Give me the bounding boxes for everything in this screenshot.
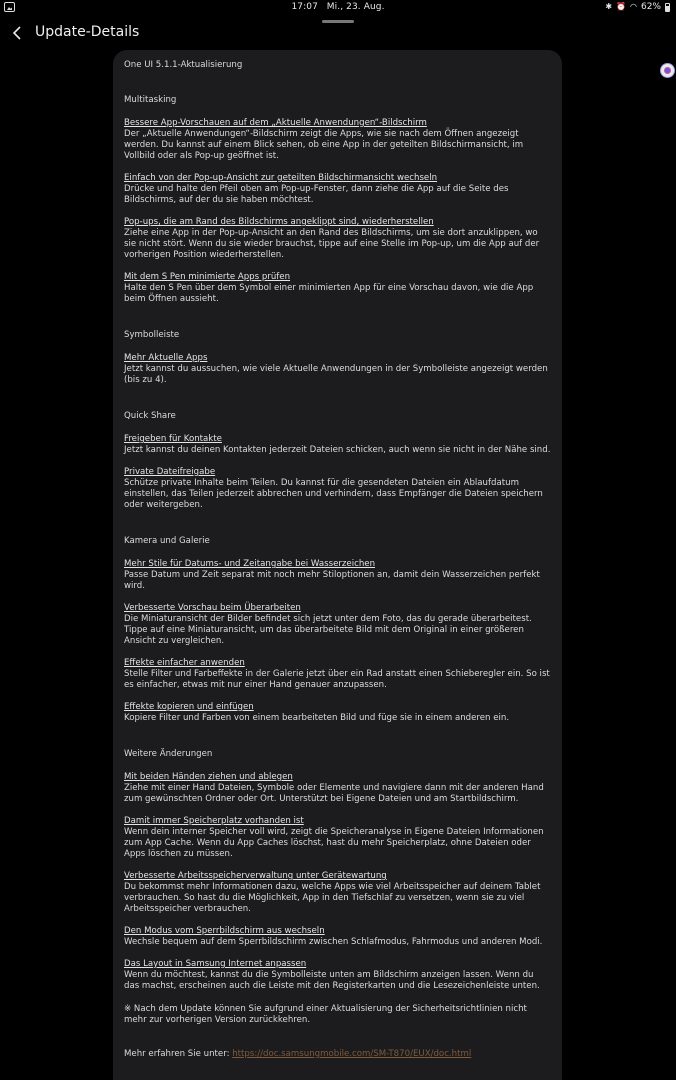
update-item	[124, 173, 551, 206]
section-spacer	[124, 724, 551, 749]
status-icons	[605, 2, 670, 12]
section-spacer	[124, 71, 551, 95]
section-heading: Quick Share	[124, 411, 176, 421]
battery-icon	[665, 3, 670, 12]
heading-spacer	[124, 341, 551, 353]
heading-spacer	[124, 547, 551, 559]
update-item-description: Schütze private Inhalte beim Teilen. Du kannst für die gesendeten Dateien ein Ablaufdatum einstellen, das Teilen jederzeit abbrechen und verhindern, dass Empfänger die Dateien speichern oder weitergeben.	[124, 478, 543, 510]
update-item-title: Freigeben für Kontakte	[124, 434, 222, 444]
update-item-title: Verbesserte Arbeitsspeicherverwaltung unter Gerätewartung	[124, 871, 387, 881]
update-item-description: Passe Datum und Zeit separat mit noch mehr Stiloptionen an, damit dein Wasserzeichen perfekt wird.	[124, 570, 540, 591]
app-bar	[0, 22, 676, 46]
update-item-description: Wenn du möchtest, kannst du die Symbolleiste unten am Bildschirm anzeigen lassen. Wenn du das machst, erscheinen auch die Leiste mit den Registerkarten und die Lesezeichenleiste unten.	[124, 970, 540, 991]
update-item-description: Stelle Filter und Farbeffekte in der Galerie jetzt über ein Rad anstatt einen Schieberegler ein. So ist es einfacher, etwas mit nur einer Hand genauer anzupassen.	[124, 669, 550, 690]
update-item	[124, 702, 551, 724]
update-item	[124, 467, 551, 511]
update-item-description: Du bekommst mehr Informationen dazu, welche Apps wie viel Arbeitsspeicher auf deinem Tablet verbrauchen. So hast du die Möglichkeit, App in den Tiefschlaf zu versetzen, wenn sie zu viel Arbeitsspeicher verbrauchen.	[124, 882, 541, 914]
update-item-title: Einfach von der Pop-up-Ansicht zur geteilten Bildschirmansicht wechseln	[124, 173, 438, 183]
update-item	[124, 658, 551, 691]
update-item-description: Ziehe mit einer Hand Dateien, Symbole oder Elemente und navigiere dann mit der anderen Hand zum gewünschten Ordner oder Ort. Unterstützt bei Eigene Dateien und am Startbildschirm.	[124, 783, 544, 804]
update-item	[124, 772, 551, 805]
back-button[interactable]	[8, 22, 28, 44]
page-title: Update-Details	[35, 24, 140, 40]
heading-spacer	[124, 106, 551, 118]
update-item-title: Mit beiden Händen ziehen und ablegen	[124, 772, 293, 782]
update-item-title: Das Layout in Samsung Internet anpassen	[124, 959, 307, 969]
update-item-description: Kopiere Filter und Farben von einem bearbeiteten Bild und füge sie in einem anderen ein.	[124, 713, 510, 723]
status-bar	[0, 0, 676, 16]
update-item-title: Pop-ups, die am Rand des Bildschirms angeklippt sind, wiederherstellen	[124, 217, 434, 227]
section-spacer	[124, 386, 551, 411]
wifi-icon: ◠	[630, 2, 637, 11]
update-item-title: Bessere App-Vorschauen auf dem „Aktuelle Anwendungen“-Bildschirm	[124, 118, 427, 128]
heading-spacer	[124, 760, 551, 772]
security-note: ※ Nach dem Update können Sie aufgrund einer Aktualisierung der Sicherheitsrichtlinien nicht mehr zur vorherigen Version zurückkehren.	[124, 1004, 527, 1025]
more-info-link[interactable]: https://doc.samsungmobile.com/SM-T870/EUX/doc.html	[232, 1049, 472, 1059]
update-item-description: Halte den S Pen über dem Symbol einer minimierten App für eine Vorschau davon, wie die App beim Öffnen aussieht.	[124, 283, 534, 304]
update-item	[124, 434, 551, 456]
update-item-title: Private Dateifreigabe	[124, 467, 216, 477]
update-item	[124, 871, 551, 915]
update-item-title: Damit immer Speicherplatz vorhanden ist	[124, 816, 304, 826]
update-item	[124, 959, 551, 992]
clock: 17:07	[291, 2, 318, 12]
update-item	[124, 559, 551, 592]
bluetooth-icon: ✱	[605, 2, 613, 11]
update-item-description: Jetzt kannst du deinen Kontakten jederzeit Dateien schicken, auch wenn sie nicht in der Nähe sind.	[124, 445, 551, 455]
update-item-description: Ziehe eine App in der Pop-up-Ansicht an den Rand des Bildschirms, um sie dort anzuklippen, wo sie nicht stört. Wenn du sie wieder brauchst, tippe auf eine Stelle im Pop-up, um die App auf der vorherigen Position wiederherstellen.	[124, 228, 540, 260]
update-item	[124, 353, 551, 386]
update-item-description: Jetzt kannst du aussuchen, wie viele Aktuelle Anwendungen in der Symbolleiste angezeigt werden (bis zu 4).	[124, 364, 548, 385]
update-item-description: Wenn dein interner Speicher voll wird, zeigt die Speicheranalyse in Eigene Dateien Informationen zum App Cache. Wenn du App Caches löschst, hast du mehr Speicherplatz, ohne Dateien oder Apps löschen zu müssen.	[124, 827, 544, 859]
update-item-title: Den Modus vom Sperrbildschirm aus wechseln	[124, 926, 325, 936]
section-heading: Multitasking	[124, 95, 177, 105]
sections-container	[124, 71, 551, 1003]
section-heading: Symbolleiste	[124, 330, 180, 340]
note-spacer	[124, 992, 551, 1003]
update-item-description: Die Miniaturansicht der Bilder befindet sich jetzt unter dem Foto, das du gerade überarbeitest. Tippe auf eine Miniaturansicht, um das überarbeitete Bild mit dem Original in einer größeren Ansicht zu vergleichen.	[124, 614, 532, 646]
update-item	[124, 118, 551, 162]
back-arrow-icon	[11, 26, 25, 40]
section-heading: Weitere Änderungen	[124, 749, 213, 759]
update-details-card	[113, 50, 562, 1080]
update-item-title: Effekte einfacher anwenden	[124, 658, 245, 668]
more-info-label: Mehr erfahren Sie unter:	[124, 1049, 233, 1059]
update-item	[124, 926, 551, 948]
update-item	[124, 272, 551, 305]
section-spacer	[124, 305, 551, 330]
alarm-icon: ⏰	[616, 2, 626, 11]
status-time-date	[0, 2, 676, 12]
update-item-description: Wechsle bequem auf dem Sperrbildschirm zwischen Schlafmodus, Fahrmodus und anderen Modi.	[124, 937, 543, 947]
update-item	[124, 816, 551, 860]
update-item-title: Mehr Stile für Datums- und Zeitangabe bei Wasserzeichen	[124, 559, 376, 569]
section-spacer	[124, 511, 551, 536]
more-info	[124, 1049, 471, 1059]
update-item-title: Mehr Aktuelle Apps	[124, 353, 208, 363]
update-item-title: Effekte kopieren und einfügen	[124, 702, 254, 712]
update-item	[124, 603, 551, 647]
battery-percentage: 62%	[640, 2, 661, 12]
update-item-title: Verbesserte Vorschau beim Überarbeiten	[124, 603, 301, 613]
heading-spacer	[124, 422, 551, 434]
date: Mi., 23. Aug.	[326, 2, 385, 12]
update-item-description: Der „Aktuelle Anwendungen“-Bildschirm zeigt die Apps, wie sie nach dem Öffnen angezeigt werden. Du kannst auf einem Blick sehen, ob eine App in der geteilten Bildschirmansicht, im Vollbild oder als Pop-up geöffnet ist.	[124, 129, 524, 161]
update-item	[124, 217, 551, 261]
version-title: One UI 5.1.1-Aktualisierung	[124, 60, 243, 70]
section-heading: Kamera und Galerie	[124, 536, 210, 546]
floating-assistant-icon[interactable]	[660, 63, 675, 78]
update-item-title: Mit dem S Pen minimierte Apps prüfen	[124, 272, 291, 282]
update-item-description: Drücke und halte den Pfeil oben am Pop-up-Fenster, dann ziehe die App auf die Seite des Bildschirms, auf der du sie haben möchtest.	[124, 184, 509, 205]
